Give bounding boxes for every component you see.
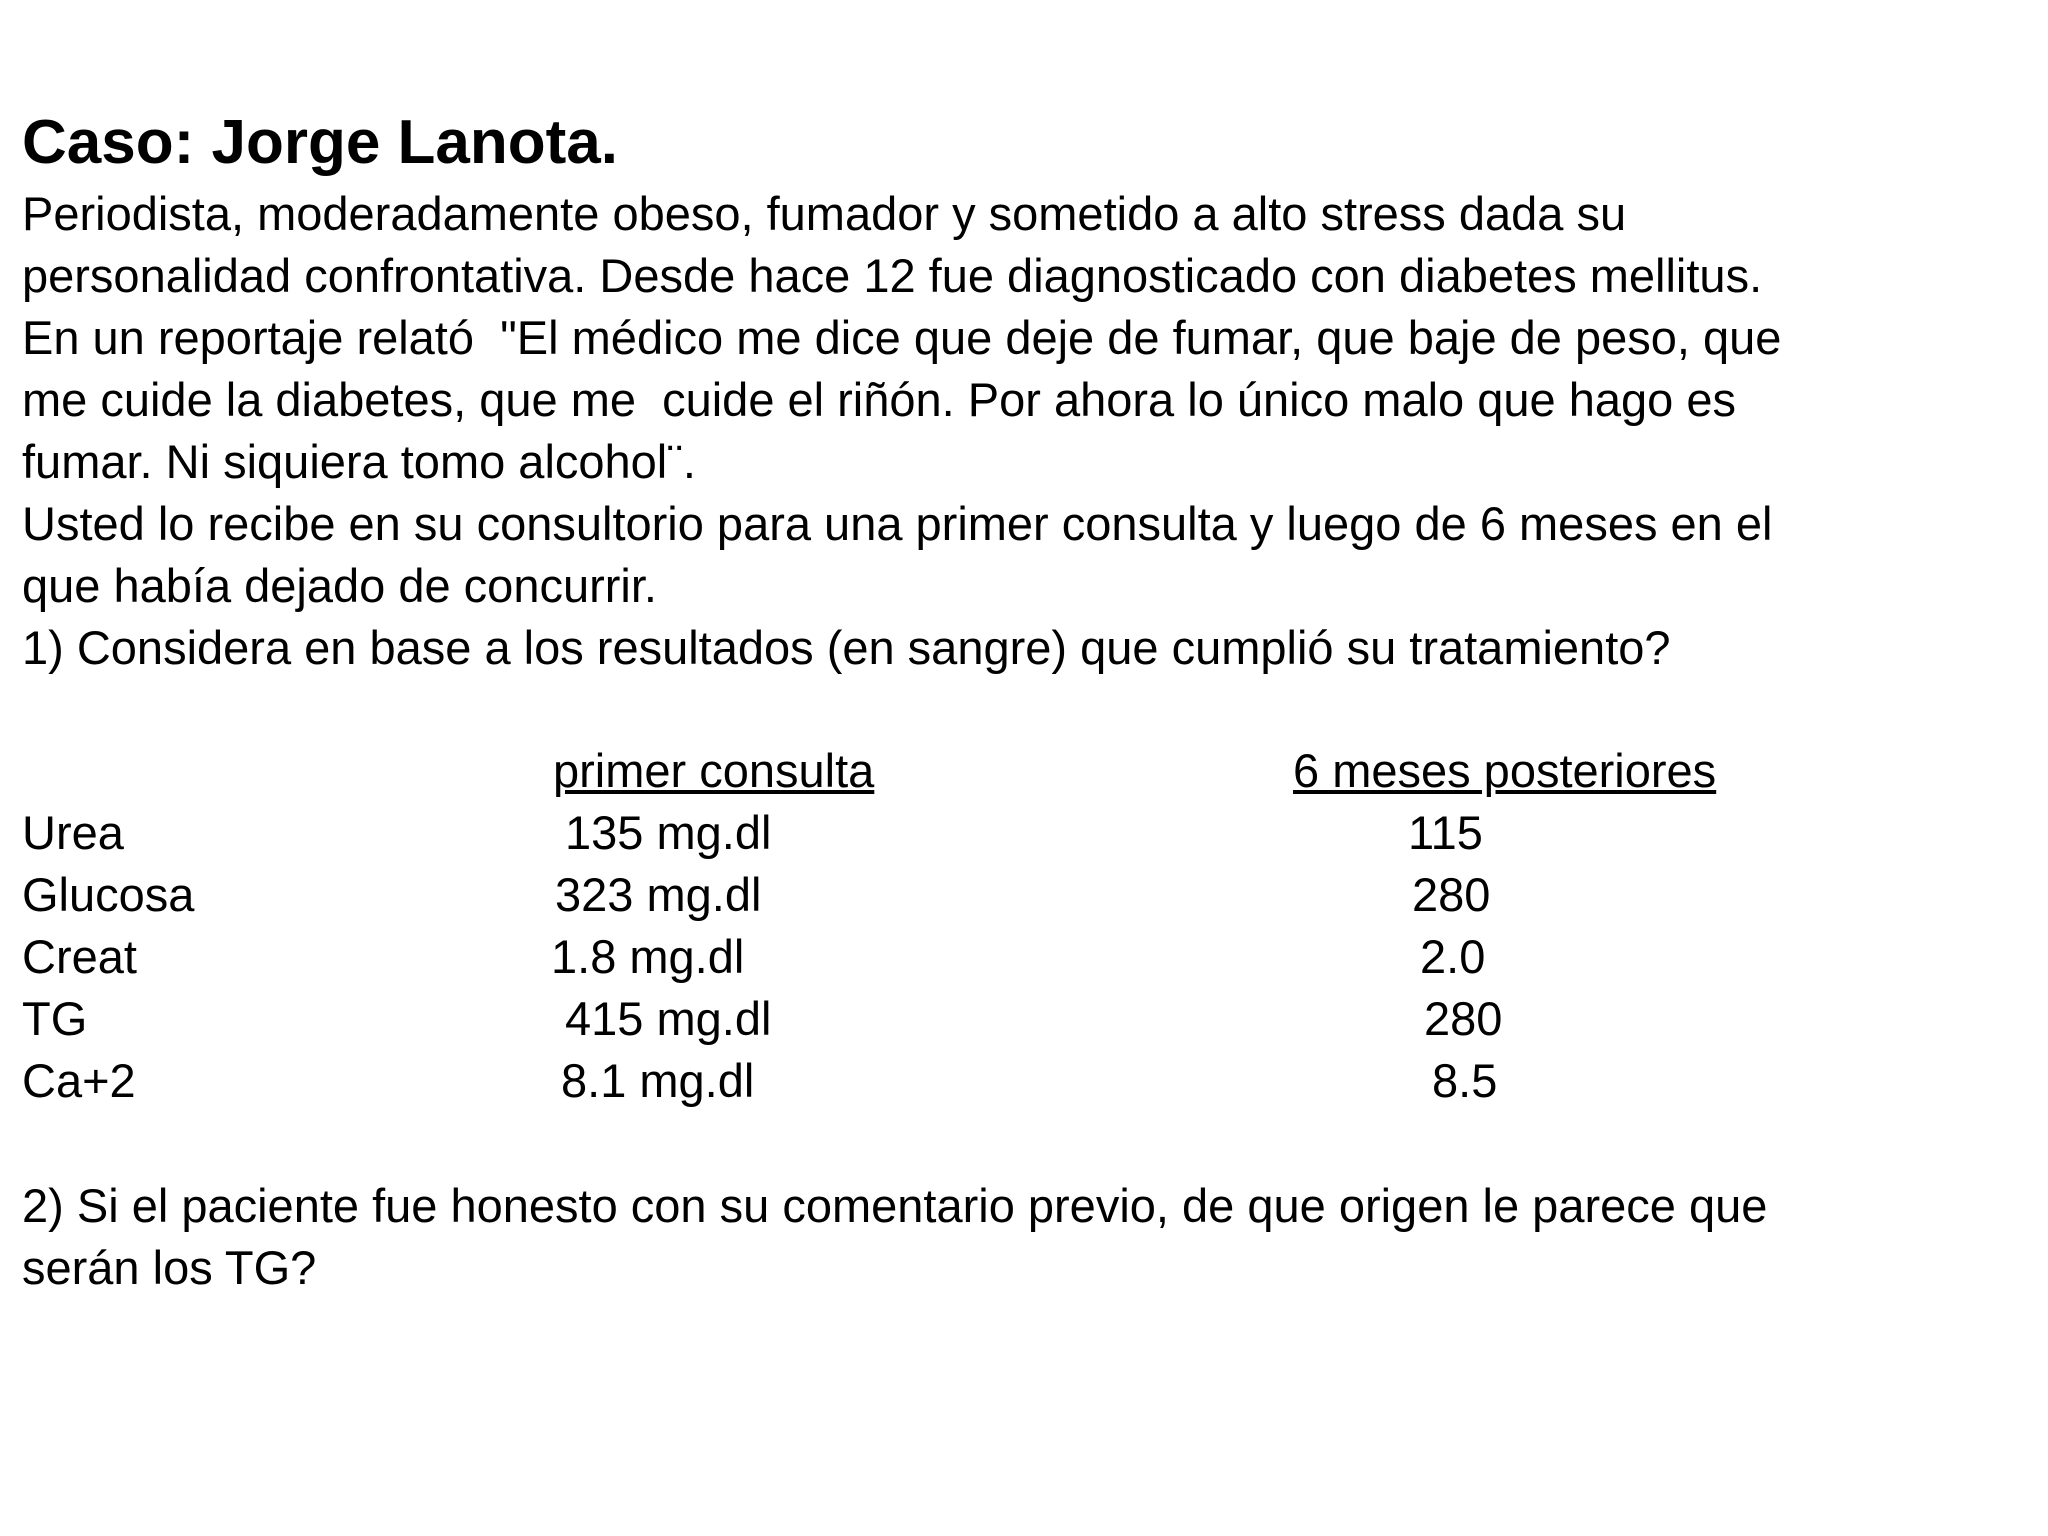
description-line: personalidad confrontativa. Desde hace 12 fue diagnosticado con diabetes mellitus.: [22, 249, 1763, 302]
table-row: [0, 926, 2048, 988]
table-row: [0, 988, 2048, 1050]
first-visit-value: 8.1 mg.dl: [561, 1054, 755, 1107]
question-2-line: serán los TG?: [22, 1241, 317, 1294]
six-month-value: 280: [1424, 992, 1503, 1045]
description-line: Periodista, moderadamente obeso, fumador y sometido a alto stress dada su: [22, 187, 1627, 240]
case-title: Caso: Jorge Lanota.: [22, 108, 618, 177]
table-row: [0, 864, 2048, 926]
description-line: En un reportaje relató "El médico me dice que deje de fumar, que baje de peso, que: [22, 311, 1782, 364]
six-month-value: 280: [1412, 868, 1491, 921]
first-visit-value: 323 mg.dl: [555, 868, 762, 921]
row-label: TG: [22, 992, 88, 1045]
description-line: que había dejado de concurrir.: [22, 559, 657, 612]
question-2-line: 2) Si el paciente fue honesto con su comentario previo, de que origen le parece que: [22, 1179, 1768, 1232]
first-visit-value: 135 mg.dl: [565, 806, 772, 859]
column-header-six-months: 6 meses posteriores: [1293, 744, 1717, 797]
table-row: [0, 802, 2048, 864]
six-month-value: 115: [1408, 806, 1483, 859]
row-label: Glucosa: [22, 868, 195, 921]
first-visit-value: 1.8 mg.dl: [551, 930, 745, 983]
question-2: [22, 1175, 2022, 1299]
row-label: Urea: [22, 806, 124, 859]
six-month-value: 8.5: [1432, 1054, 1498, 1107]
description-line: Usted lo recibe en su consultorio para una primer consulta y luego de 6 meses en el: [22, 497, 1773, 550]
column-header-first-visit: primer consulta: [553, 744, 875, 797]
case-description: [22, 183, 2022, 679]
first-visit-value: 415 mg.dl: [565, 992, 772, 1045]
table-row: [0, 1050, 2048, 1112]
results-table: [0, 740, 2048, 1120]
description-line: fumar. Ni siquiera tomo alcohol¨.: [22, 435, 696, 488]
question-1: 1) Considera en base a los resultados (en sangre) que cumplió su tratamiento?: [22, 621, 1671, 674]
row-label: Ca+2: [22, 1054, 136, 1107]
row-label: Creat: [22, 930, 137, 983]
description-line: me cuide la diabetes, que me cuide el riñón. Por ahora lo único malo que hago es: [22, 373, 1736, 426]
six-month-value: 2.0: [1420, 930, 1486, 983]
